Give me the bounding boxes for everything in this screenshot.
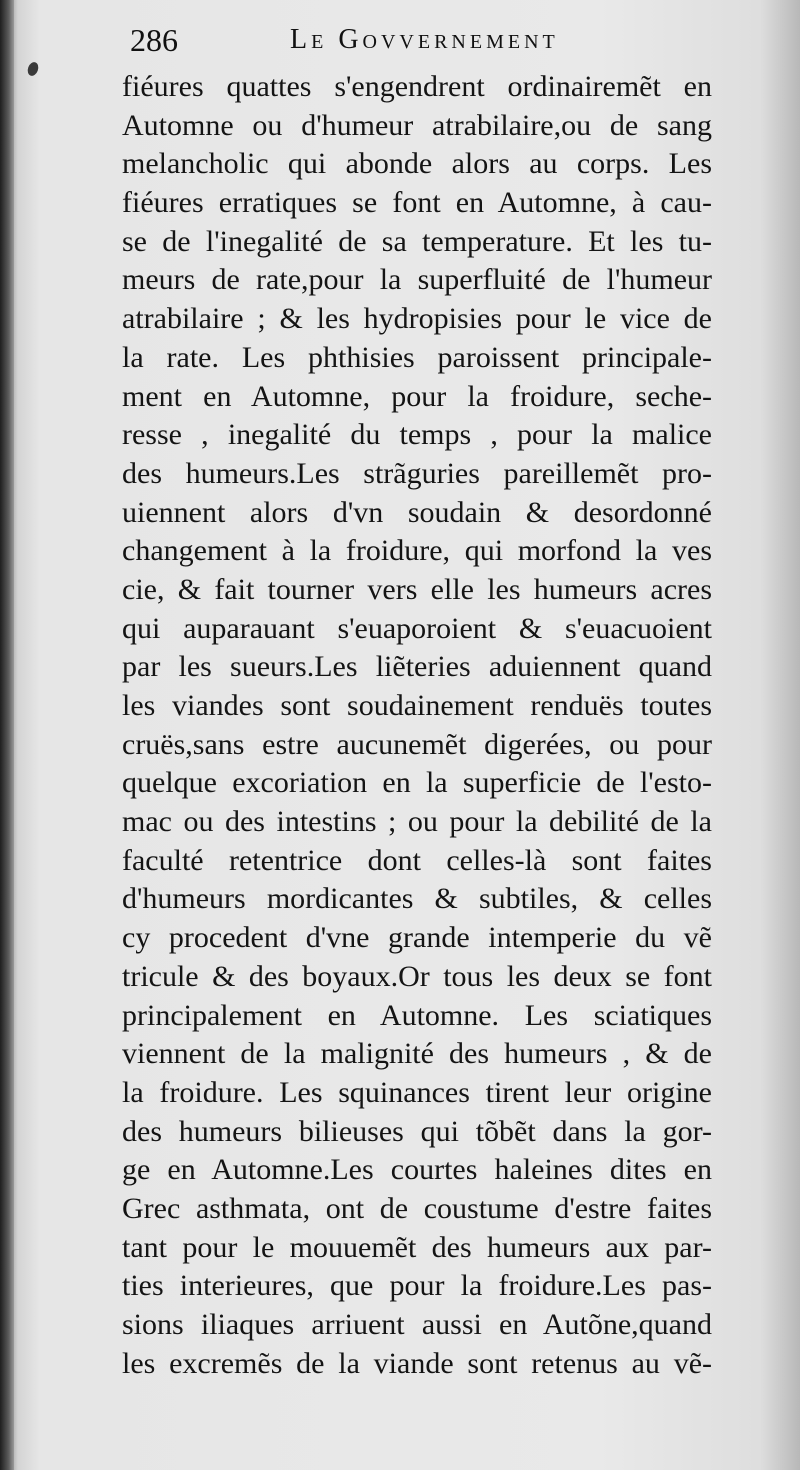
text-line: par les sueurs.Les liẽteries aduiennent quand (122, 650, 712, 684)
text-line: fiéures erratiques se font en Automne, à cau- (122, 186, 712, 220)
page-number: 286 (130, 22, 178, 58)
text-line: tant pour le mouuemẽt des humeurs aux par- (122, 1230, 712, 1264)
text-line: d'humeurs mordicantes & subtiles, & celles (122, 882, 712, 916)
text-line: la froidure. Les squinances tirent leur origine (122, 1075, 712, 1109)
text-line: principalement en Automne. Les sciatiques (122, 998, 712, 1032)
text-line: les viandes sont soudainement renduës toutes (122, 689, 712, 722)
ink-blot (26, 61, 40, 78)
text-line: cie, & fait tourner vers elle les humeurs acres (122, 572, 712, 606)
running-head: Le Govvernement (290, 24, 559, 55)
body-text (122, 68, 712, 1383)
text-line: meurs de rate,pour la superfluité de l'humeur (122, 263, 712, 297)
text-line: viennent de la malignité des humeurs , & de (122, 1037, 712, 1071)
text-line: ment en Automne, pour la froidure, seche- (122, 379, 712, 413)
text-line: qui auparauant s'euaporoient & s'euacuoient (122, 611, 712, 645)
text-line: resse , inegalité du temps , pour la malice (122, 418, 712, 452)
text-line: ties interieures, que pour la froidure.Les pas- (122, 1269, 712, 1303)
text-line: quelque excoriation en la superficie de l'esto- (122, 766, 712, 800)
text-line: sions iliaques arriuent aussi en Autõne,quand (122, 1308, 712, 1341)
text-line: les excremẽs de la viande sont retenus au vẽ- (122, 1346, 712, 1380)
text-line: faculté retentrice dont celles-là sont faites (122, 843, 712, 877)
text-line: cruës,sans estre aucunemẽt digerées, ou pour (122, 727, 712, 761)
text-line: melancholic qui abonde alors au corps. Les (122, 147, 712, 181)
text-line: changement à la froidure, qui morfond la ves (122, 534, 712, 568)
text-line: uiennent alors d'vn soudain & desordonné (122, 495, 712, 529)
text-line: la rate. Les phthisies paroissent principale- (122, 340, 712, 374)
text-line: tricule & des boyaux.Or tous les deux se font (122, 959, 712, 993)
text-line: des humeurs bilieuses qui tõbẽt dans la gor- (122, 1114, 712, 1148)
text-line: des humeurs.Les strãguries pareillemẽt pro- (122, 456, 712, 490)
text-line: cy procedent d'vne grande intemperie du vẽ (122, 921, 712, 955)
text-line: se de l'inegalité de sa temperature. Et les tu- (122, 224, 712, 258)
text-line: Grec asthmata, ont de coustume d'estre faites (122, 1191, 712, 1225)
text-line: fiéures quattes s'engendrent ordinairemẽt en (122, 70, 712, 103)
text-line: atrabilaire ; & les hydropisies pour le vice de (122, 302, 712, 336)
page-header (130, 22, 610, 62)
book-spine-shadow (0, 0, 14, 1470)
text-line: Automne ou d'humeur atrabilaire,ou de sang (122, 108, 712, 142)
text-line: ge en Automne.Les courtes haleines dites en (122, 1153, 712, 1187)
text-line: mac ou des intestins ; ou pour la debilité de la (122, 805, 712, 839)
